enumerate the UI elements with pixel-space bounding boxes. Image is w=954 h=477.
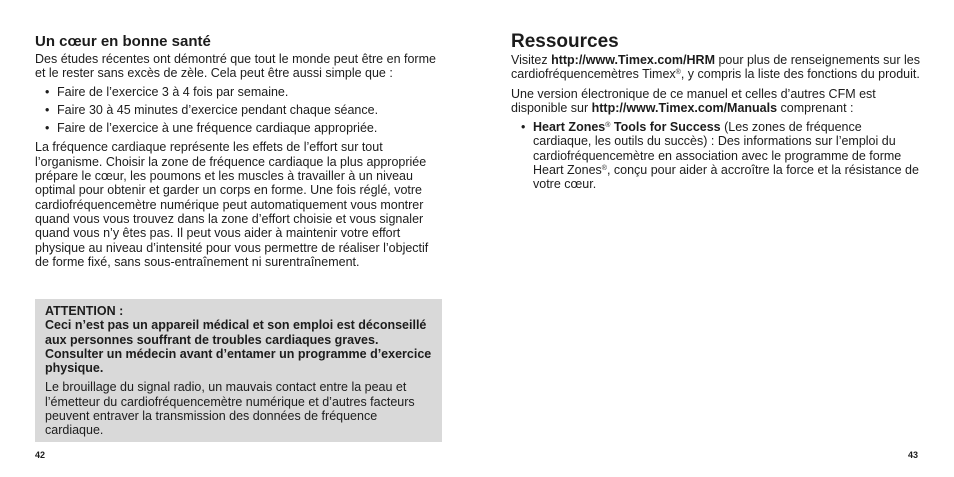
registered-mark: ® — [605, 122, 611, 130]
hrm-url-link[interactable]: http://www.Timex.com/HRM — [551, 53, 715, 67]
text-run: Une version électronique de ce manuel et celles d’autres CFM est disponible sur — [511, 86, 876, 115]
bullet-item: • Faire 30 à 45 minutes d’exercice pendant chaque séance. — [45, 103, 440, 117]
text-run: pour plus de renseignements sur les cardiofréquencemètres Timex — [511, 53, 920, 82]
resources-list — [511, 120, 921, 191]
page-number-left: 42 — [35, 450, 46, 460]
bullet-item: • Faire de l’exercice à une fréquence cardiaque appropriée. — [45, 121, 440, 135]
exercise-bullet-list — [35, 85, 440, 136]
heart-zones-item — [521, 120, 921, 191]
resources-paragraph-2 — [511, 87, 921, 116]
heart-rate-paragraph: La fréquence cardiaque représente les effets de l’effort sur tout l’organisme. Choisir la zone de fréquence cardiaque la plus appropriée prépare le cœur, les poumons et les muscles à travailler à un niveau optimal pour obtenir et garder un corps en forme. Une fois réglé, votre cardiofréquencemètre numérique peut automatiquement vous montrer quand vous vous trouvez dans la zone d’effort choisie et vous signaler quand vous n’y êtes pas. Il peut vous aider à maintenir votre effort physique au niveau d’intensité pour vous permettre de réaliser l’objectif de forme fixé, sans sous-entraînement ni surentraînement. — [35, 140, 429, 269]
warning-bold-text: Ceci n’est pas un appareil médical et son emploi est déconseillé aux personnes souffrant de troubles cardiaques graves. Consulter un médecin avant d’entamer un programme d’exercice physique. — [45, 318, 432, 376]
warning-box — [35, 299, 442, 442]
left-column — [35, 33, 440, 269]
heart-zones-title: Heart Zones — [533, 120, 606, 135]
text-run: Visitez — [511, 53, 552, 67]
manuals-url-link[interactable]: http://www.Timex.com/Manuals — [591, 100, 778, 115]
registered-mark: ® — [601, 165, 607, 173]
tools-for-success-title: Tools for Success — [610, 120, 721, 135]
warning-body-text: Le brouillage du signal radio, un mauvais contact entre la peau et l’émetteur du cardiofréquencemètre numérique et d’autres facteurs peuvent entraver la transmission des données de fréquence cardiaque. — [45, 380, 415, 438]
resources-paragraph-1 — [511, 53, 921, 82]
page-number-right: 43 — [908, 450, 919, 460]
heading-resources: Ressources — [511, 31, 619, 52]
registered-mark: ® — [675, 69, 681, 77]
bullet-item: • Faire de l’exercice 3 à 4 fois par semaine. — [45, 85, 440, 99]
text-run: comprenant : — [777, 100, 854, 115]
warning-label: ATTENTION : — [45, 304, 124, 318]
text-run: , conçu pour aider à accroître la force et la résistance de votre cœur. — [533, 163, 919, 192]
heading-healthy-heart: Un cœur en bonne santé — [35, 33, 211, 50]
right-column — [511, 32, 921, 197]
text-run: , y compris la liste des fonctions du produit. — [680, 67, 920, 82]
text-run: (Les zones de fréquence cardiaque, les outils du succès) : Des informations sur l’emploi du cardiofréquencemètre en association avec le programme de forme Heart Zones — [533, 120, 902, 178]
intro-paragraph: Des études récentes ont démontré que tout le monde peut être en forme et le rester sans excès de zèle. Cela peut être aussi simple que : — [35, 52, 436, 81]
